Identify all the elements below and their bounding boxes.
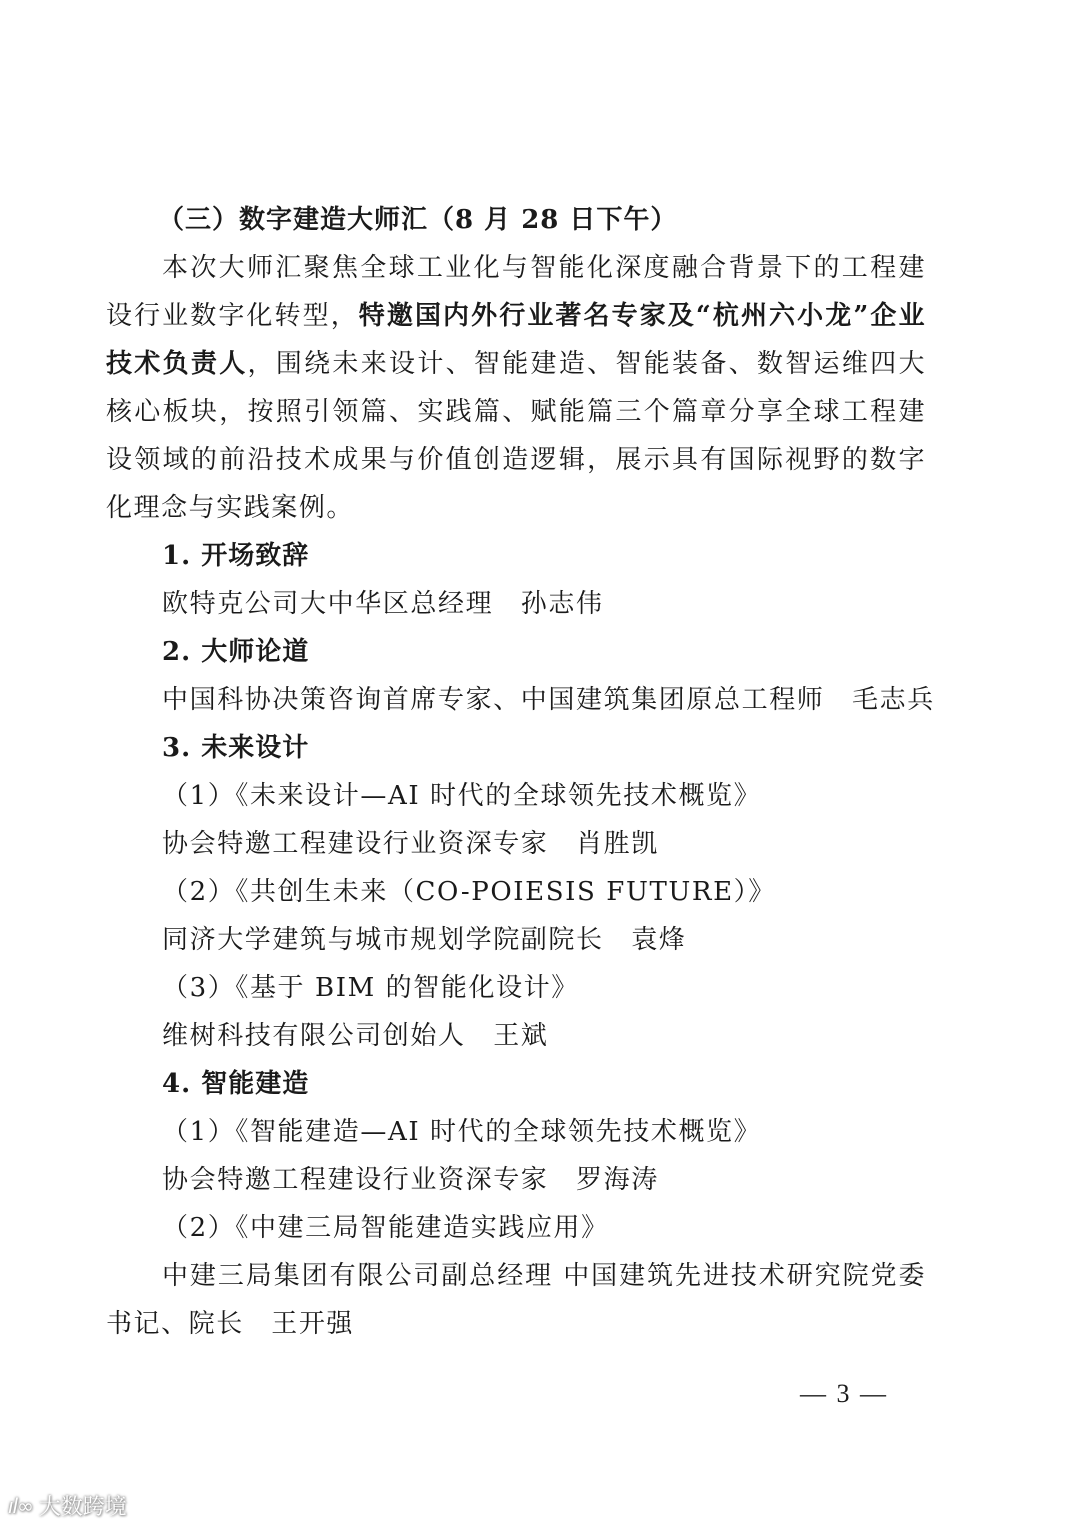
watermark-logo-icon: ıl∞ <box>8 1493 33 1518</box>
talk-speaker: 中建三局集团有限公司副总经理 中国建筑先进技术研究院党委书记、院长 王开强 <box>106 1261 926 1339</box>
watermark-text: 大数跨境 <box>38 1495 127 1520</box>
talk-topic: （1）《智能建造—AI 时代的全球领先技术概览》 <box>162 1117 762 1147</box>
talk-speaker: 协会特邀工程建设行业资深专家 罗海涛 <box>162 1165 659 1195</box>
document-content <box>106 196 935 1348</box>
watermark <box>8 1490 127 1521</box>
intro-text-2: ，围绕未来设计、智能建造、智能装备、数智运维四大核心板块，按照引领篇、实践篇、赋能篇三个篇章分享全球工程建设领域的前沿技术成果与价值创造逻辑，展示具有国际视野的数字化理念与实践案例。 <box>106 349 926 523</box>
intro-text-bold: 特邀国内外行业著名专家及“杭州六小龙”企业技术负责人 <box>106 301 927 379</box>
intro-text-1: 本次大师汇聚焦全球工业化与智能化深度融合背景下的工程建设行业数字化转型， <box>106 253 926 331</box>
agenda-item-title: 4. 智能建造 <box>162 1069 310 1099</box>
talk-topic: （2）《中建三局智能建造实践应用》 <box>162 1213 609 1243</box>
section-heading: （三）数字建造大师汇（8 月 28 日下午） <box>158 205 678 235</box>
agenda-item-title: 2. 大师论道 <box>162 637 310 667</box>
talk-topic: （2）《共创生未来（CO-POIESIS FUTURE）》 <box>162 877 776 907</box>
page-number: — 3 — <box>800 1379 888 1408</box>
agenda-item-title: 1. 开场致辞 <box>162 541 310 571</box>
intro-paragraph <box>106 244 926 532</box>
agenda-speaker: 中国科协决策咨询首席专家、中国建筑集团原总工程师 毛志兵 <box>162 685 935 715</box>
talk-speaker: 维树科技有限公司创始人 王斌 <box>162 1021 549 1051</box>
talk-topic: （3）《基于 BIM 的智能化设计》 <box>162 973 579 1003</box>
talk-speaker: 同济大学建筑与城市规划学院副院长 袁烽 <box>162 925 687 955</box>
talk-topic: （1）《未来设计—AI 时代的全球领先技术概览》 <box>162 781 762 811</box>
agenda-speaker: 欧特克公司大中华区总经理 孙志伟 <box>162 589 604 619</box>
talk-speaker: 协会特邀工程建设行业资深专家 肖胜凯 <box>162 829 659 859</box>
agenda-item-title: 3. 未来设计 <box>162 733 310 763</box>
